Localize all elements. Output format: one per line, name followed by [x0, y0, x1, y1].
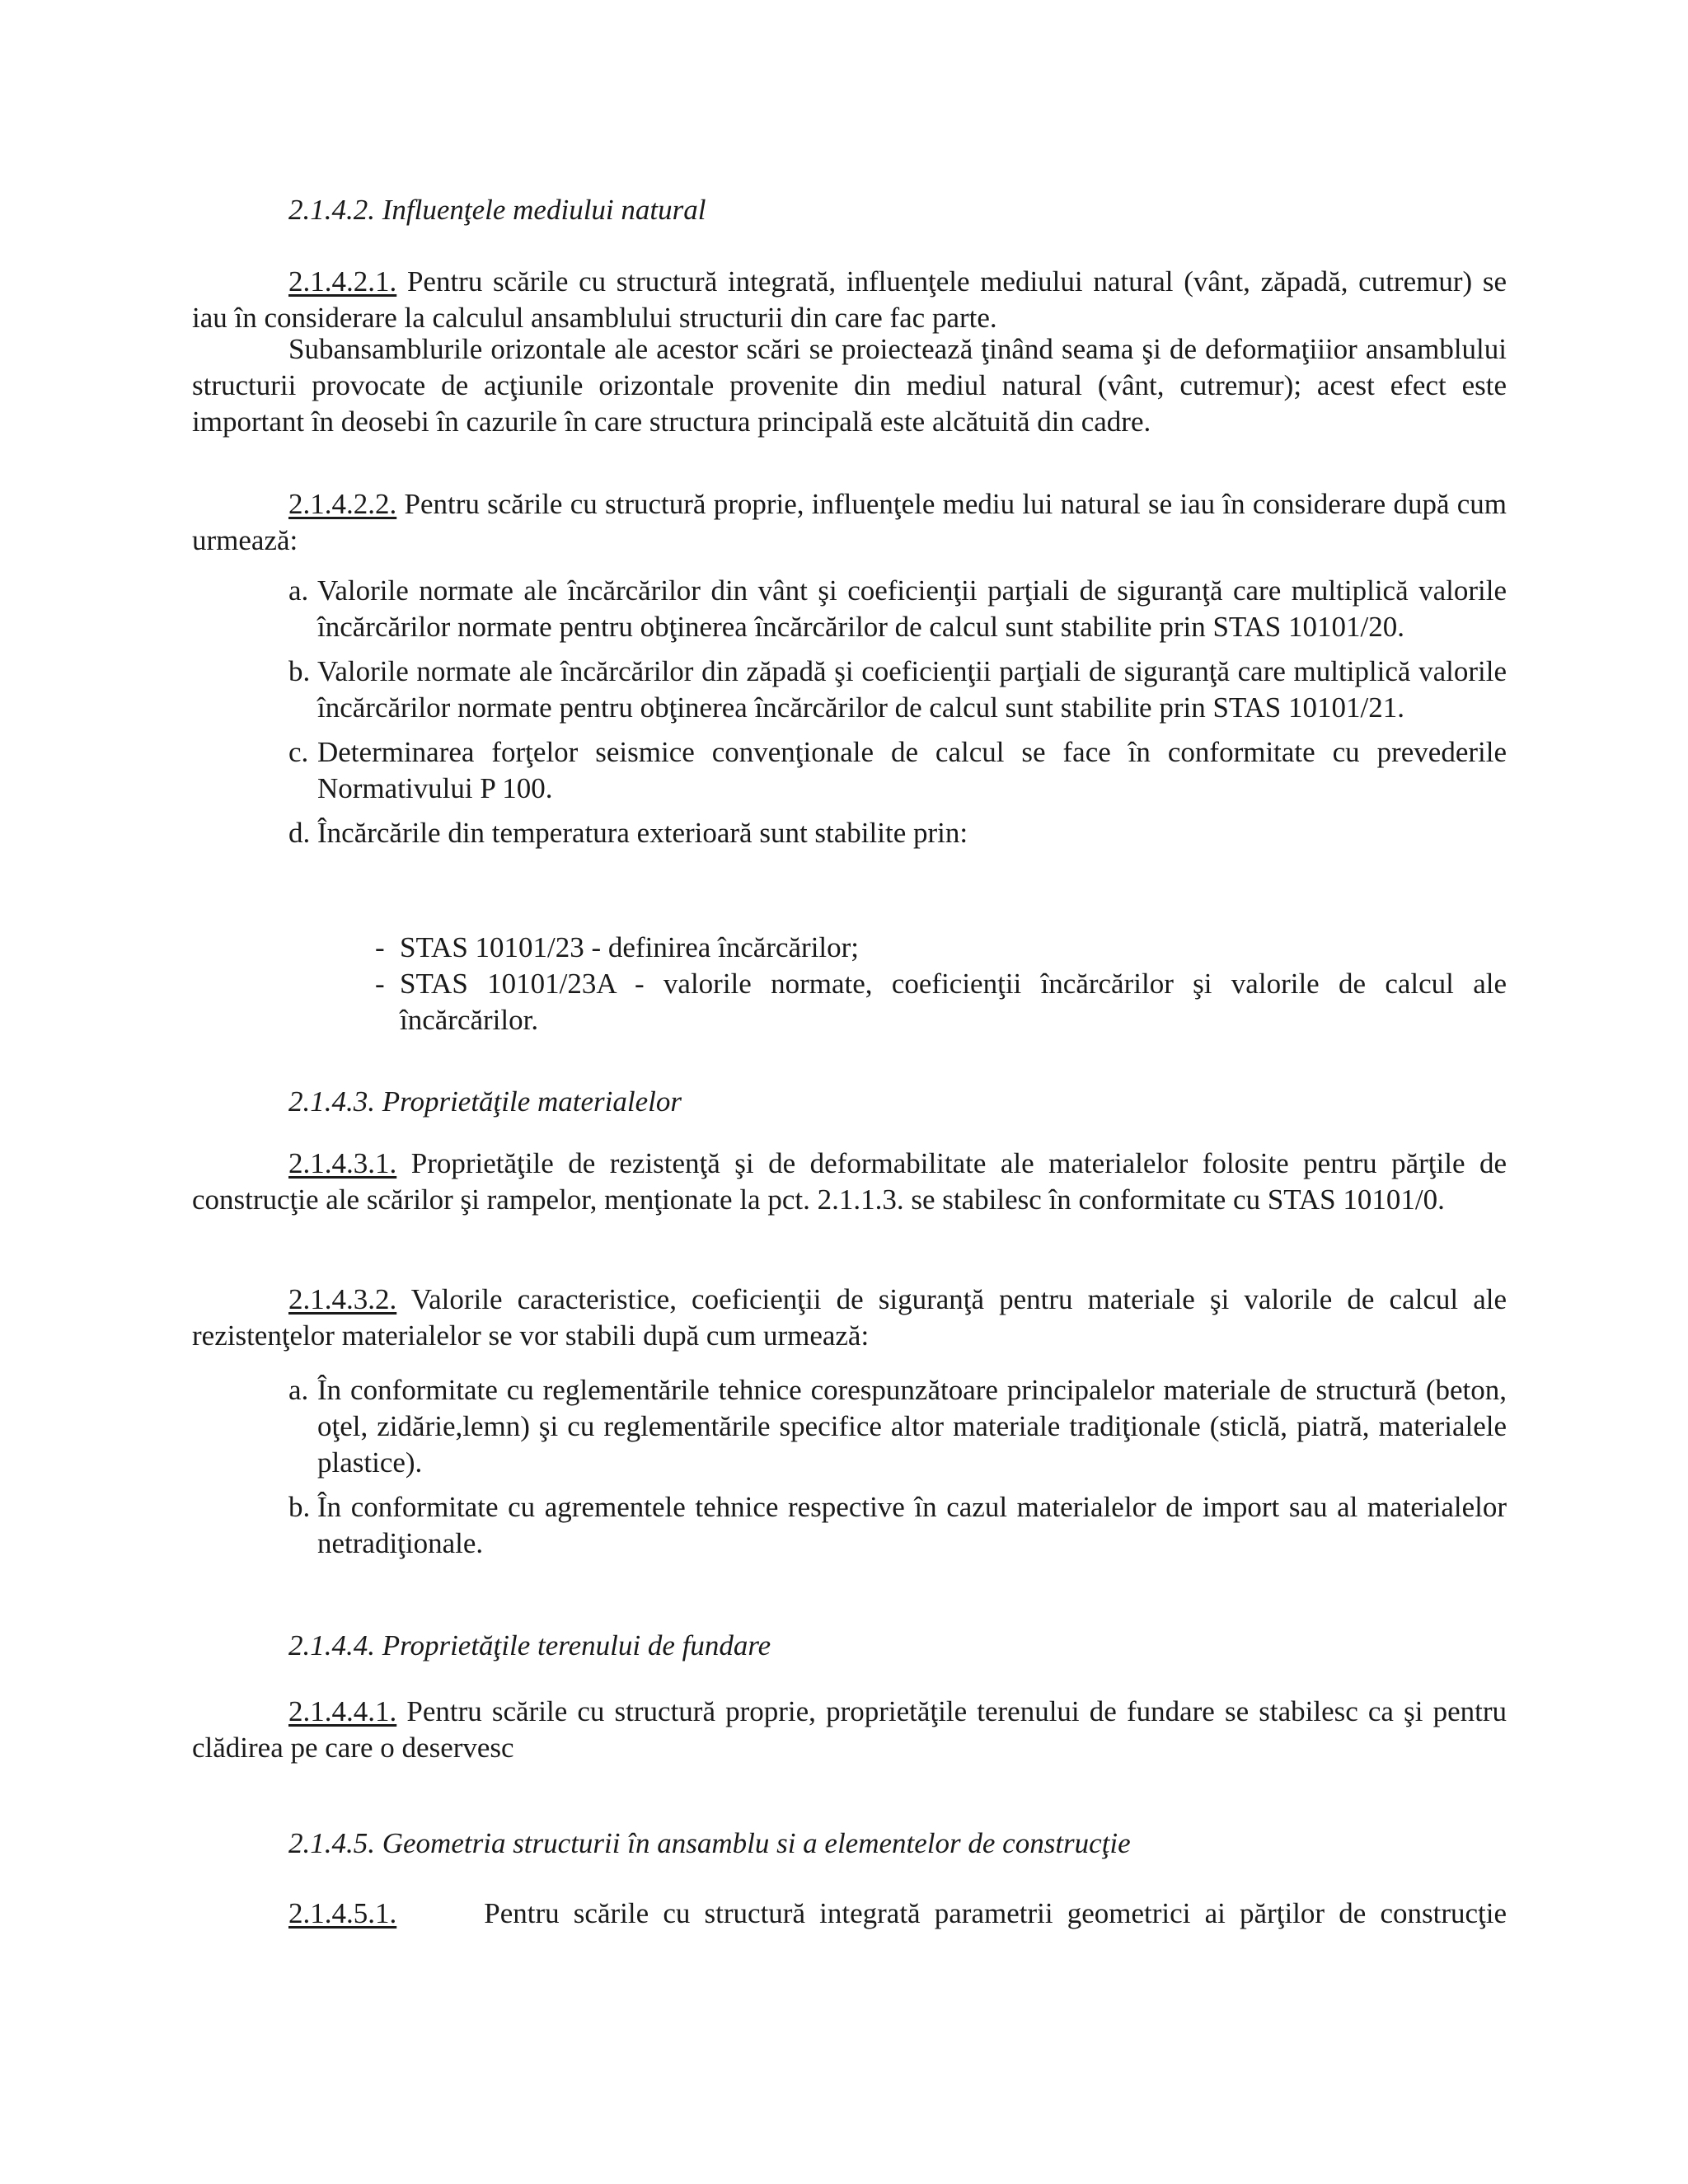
- list-material-values: [288, 1372, 1507, 1562]
- section-heading-2-1-4-4: 2.1.4.4. Proprietăţile terenului de fundare: [288, 1629, 771, 1661]
- clause-text: Pentru scările cu structură proprie, proprietăţile terenului de fundare se stabilesc ca şi pentru clădirea pe care o deservesc: [192, 1695, 1507, 1764]
- list-item: [288, 815, 1507, 851]
- list-item: [288, 1489, 1507, 1562]
- sublist-item: [375, 966, 1507, 1038]
- clause-text: Pentru scările cu structură integrată, influenţele mediului natural (vânt, zăpadă, cutremur) se iau în considerare la calculul ansamblului structurii din care fac parte.: [192, 265, 1507, 334]
- list-marker: a.: [288, 574, 309, 607]
- list-item-text: În conformitate cu agrementele tehnice respective în cazul materialelor de import sau al materialelor netradiţionale.: [317, 1491, 1507, 1559]
- sublist-temperature-standards: [375, 930, 1507, 1038]
- list-item-text: Valorile normate ale încărcărilor din vânt şi coeficienţii parţiali de siguranţă care multiplică valorile încărcărilor normate pentru obţinerea încărcărilor de calcul sunt stabilite prin STAS 10101/20.: [317, 574, 1507, 643]
- list-item-text: STAS 10101/23A - valorile normate, coeficienţii încărcărilor şi valorile de calcul ale încărcărilor.: [400, 968, 1507, 1036]
- list-item: [288, 654, 1507, 726]
- paragraph-2-1-4-5-1: [288, 1896, 1507, 1932]
- paragraph-2-1-4-2-2: [192, 486, 1507, 559]
- list-marker: -: [375, 968, 385, 1000]
- list-marker: a.: [288, 1374, 309, 1406]
- list-item-text: În conformitate cu reglementările tehnice corespunzătoare principalelor materiale de structură (beton, oţel, zidărie,lemn) şi cu reglementările specifice altor materiale tradiţionale (sticlă, piatră, materialele plastice).: [317, 1374, 1507, 1479]
- section-heading-2-1-4-2: 2.1.4.2. Influenţele mediului natural: [288, 194, 706, 226]
- paragraph-2-1-4-2-1: [192, 264, 1507, 336]
- list-item-text: Determinarea forţelor seismice convenţionale de calcul se face în conformitate cu prevederile Normativului P 100.: [317, 736, 1507, 804]
- list-marker: -: [375, 931, 385, 963]
- list-marker: d.: [288, 817, 311, 849]
- clause-text: Pentru scările cu structură proprie, influenţele mediu lui natural se iau în considerare după cum urmează:: [192, 488, 1507, 556]
- list-item-text: STAS 10101/23 - definirea încărcărilor;: [400, 931, 860, 963]
- paragraph-2-1-4-4-1: [192, 1694, 1507, 1766]
- tab-gap: [396, 1896, 484, 1932]
- list-natural-influences: [288, 573, 1507, 851]
- clause-number: 2.1.4.4.1.: [288, 1695, 397, 1727]
- clause-number: 2.1.4.2.1.: [288, 265, 397, 298]
- clause-number: 2.1.4.3.1.: [288, 1147, 397, 1179]
- section-heading-2-1-4-3: 2.1.4.3. Proprietăţile materialelor: [288, 1085, 682, 1118]
- paragraph-2-1-4-3-2: [192, 1282, 1507, 1354]
- clause-text: Valorile caracteristice, coeficienţii de siguranţă pentru materiale şi valorile de calcul ale rezistenţelor materialelor se vor stabili după cum urmează:: [192, 1283, 1507, 1352]
- paragraph-2-1-4-3-1: [192, 1146, 1507, 1218]
- list-marker: c.: [288, 736, 309, 768]
- list-item: [288, 573, 1507, 645]
- list-item: [288, 1372, 1507, 1481]
- clause-number: 2.1.4.5.1.: [288, 1897, 397, 1929]
- sublist-item: [375, 930, 1507, 966]
- clause-number: 2.1.4.3.2.: [288, 1283, 397, 1315]
- list-marker: b.: [288, 655, 311, 687]
- clause-text: Pentru scările cu structură integrată parametrii geometrici ai părţilor de construcţie: [484, 1897, 1507, 1929]
- paragraph-subansambluri: Subansamblurile orizontale ale acestor scări se proiectează ţinând seama şi de deformaţiiior ansamblului structurii provocate de acţiunile orizontale provenite din mediul natural (vânt, cutremur); acest efect este important în deosebi în cazurile în care structura principală este alcătuită din cadre.: [192, 333, 1507, 438]
- section-heading-2-1-4-5: 2.1.4.5. Geometria structurii în ansamblu si a elementelor de construcţie: [288, 1827, 1131, 1859]
- list-item-text: Valorile normate ale încărcărilor din zăpadă şi coeficienţii parţiali de siguranţă care multiplică valorile încărcărilor normate pentru obţinerea încărcărilor de calcul sunt stabilite prin STAS 10101/21.: [317, 655, 1507, 724]
- list-marker: b.: [288, 1491, 311, 1523]
- list-item-text: Încărcările din temperatura exterioară sunt stabilite prin:: [317, 817, 968, 849]
- clause-number: 2.1.4.2.2.: [288, 488, 397, 520]
- clause-text: Proprietăţile de rezistenţă şi de deformabilitate ale materialelor folosite pentru părţile de construcţie ale scărilor şi rampelor, menţionate la pct. 2.1.1.3. se stabilesc în conformitate cu STAS 10101/0.: [192, 1147, 1507, 1216]
- list-item: [288, 734, 1507, 807]
